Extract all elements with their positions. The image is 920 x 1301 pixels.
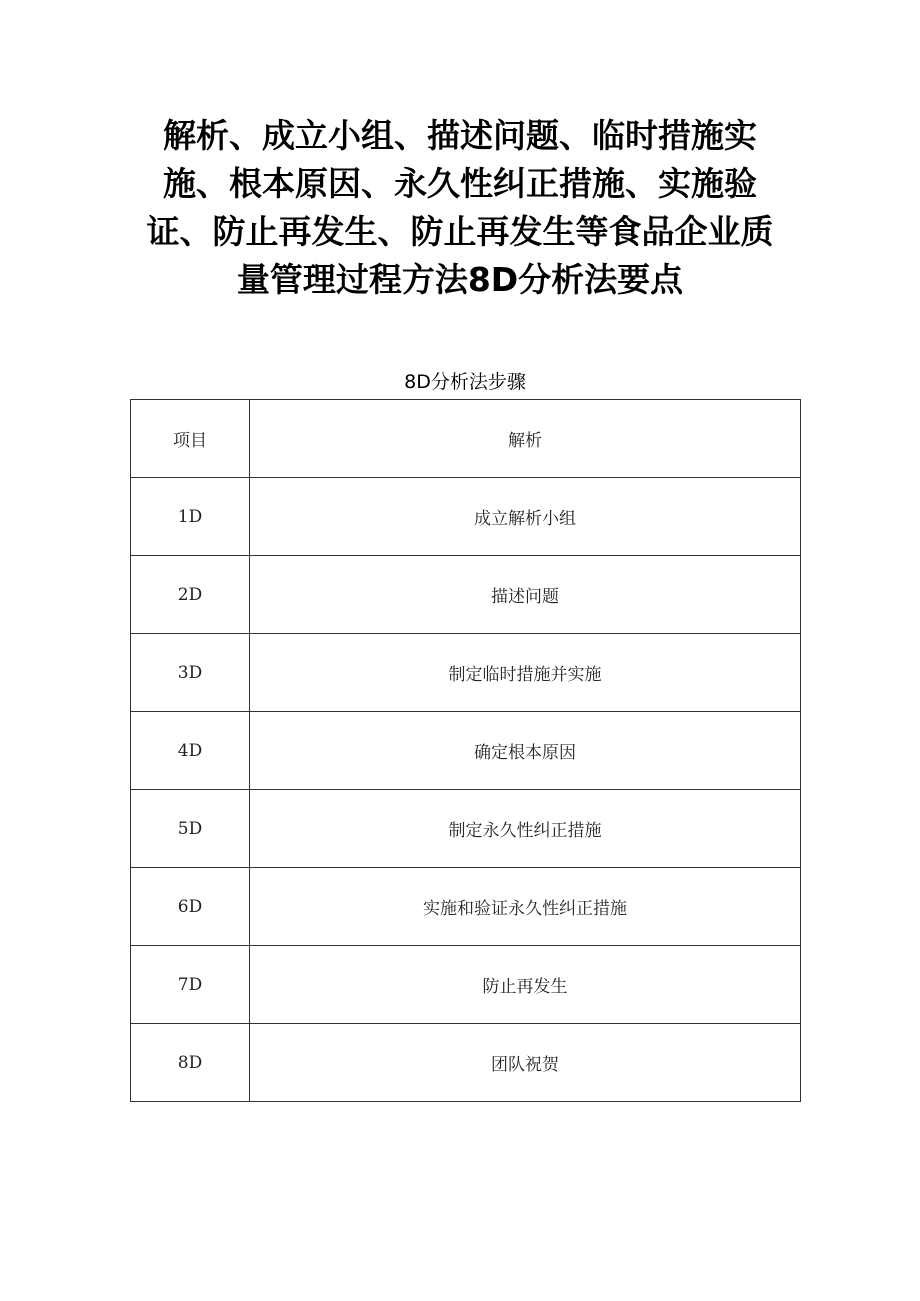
column-header-analysis: 解析 (250, 400, 801, 478)
step-description: 描述问题 (250, 556, 801, 634)
table-row (131, 946, 801, 1024)
step-code: 8D (131, 1024, 250, 1102)
steps-table (130, 399, 801, 1102)
table-row (131, 634, 801, 712)
step-description: 实施和验证永久性纠正措施 (250, 868, 801, 946)
step-description: 制定临时措施并实施 (250, 634, 801, 712)
step-description: 制定永久性纠正措施 (250, 790, 801, 868)
table-row (131, 556, 801, 634)
step-code: 5D (131, 790, 250, 868)
table-row (131, 712, 801, 790)
step-description: 成立解析小组 (250, 478, 801, 556)
step-code: 2D (131, 556, 250, 634)
table-header-row (131, 400, 801, 478)
step-description: 确定根本原因 (250, 712, 801, 790)
step-code: 1D (131, 478, 250, 556)
table-row (131, 790, 801, 868)
table-caption: 8D分析法步骤 (404, 371, 526, 393)
step-description: 防止再发生 (250, 946, 801, 1024)
step-code: 7D (131, 946, 250, 1024)
page-title: 解析、成立小组、描述问题、临时措施实施、根本原因、永久性纠正措施、实施验证、防止再发生、防止再发生等食品企业质量管理过程方法8D分析法要点 (146, 116, 774, 299)
table-row (131, 868, 801, 946)
step-code: 4D (131, 712, 250, 790)
column-header-item: 项目 (131, 400, 250, 478)
table-row (131, 1024, 801, 1102)
table-row (131, 478, 801, 556)
step-code: 6D (131, 868, 250, 946)
step-description: 团队祝贺 (250, 1024, 801, 1102)
step-code: 3D (131, 634, 250, 712)
